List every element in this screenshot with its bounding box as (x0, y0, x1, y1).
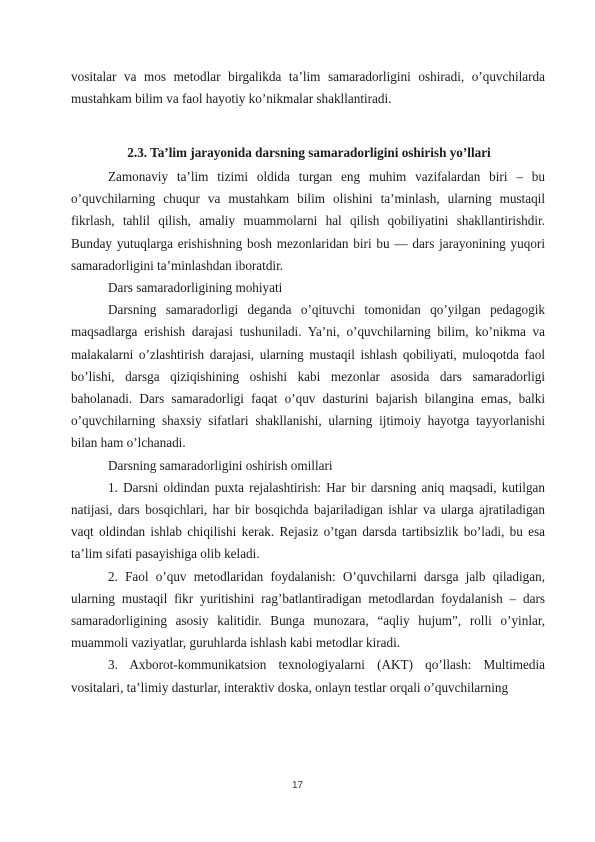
subheading-mohiyati: Dars samaradorligining mohiyati (108, 280, 283, 296)
intro-block (71, 66, 545, 110)
section-heading: 2.3. Ta’lim jarayonida darsning samaradorligini oshirish yo’llari (127, 145, 491, 160)
body-block (71, 166, 545, 699)
list-item-1: 1. Darsni oldindan puxta rejalashtirish: Har bir darsning aniq maqsadi, kutilgan natijasi, dars bosqichlari, har bir bosqichda bajariladigan ishlar va ularga ajratiladigan vaqt oldindan ishlab chiqilishi kerak. Rejasiz o’tgan darsda tartibsizlik bo’ladi, bu esa ta’lim sifati pasayishiga olib keladi. (71, 479, 545, 562)
paragraph-mohiyati: Darsning samaradorligi deganda o’qituvchi tomonidan qo’yilgan pedagogik maqsadlarga erishish darajasi tushuniladi. Ya’ni, o’quvchilarning bilim, ko’nikma va malakalarni o’zlashtirish darajasi, ularning mustaqil ishlash qobiliyati, muloqotda faol bo’lishi, darsga qiziqishining oshishi kabi mezonlar asosida dars samaradorligi baholanadi. Dars samaradorligi faqat o’quv dasturini bajarish bilangina emas, balki o’quvchilarning shaxsiy sifatlari shakllanishi, ularning ijtimoiy hayotga tayyorlanishi bilan ham o’lchanadi. (71, 302, 545, 451)
list-item-3: 3. Axborot-kommunikatsion texnologiyalarni (AKT) qo’llash: Multimedia vositalari, ta’limiy dasturlar, interaktiv doska, onlayn testlar orqali o’quvchilarning (71, 657, 545, 695)
intro-paragraph: vositalar va mos metodlar birgalikda ta’lim samaradorligini oshiradi, o’quvchilarda mustahkam bilim va faol hayotiy ko’nikmalar shakllantiradi. (71, 69, 545, 107)
subheading-omillari: Darsning samaradorligini oshirish omillari (108, 457, 333, 473)
paragraph-intro: Zamonaviy ta’lim tizimi oldida turgan eng muhim vazifalardan biri – bu o’quvchilarning chuqur va mustahkam bilim olishini ta’minlash, ularning mustaqil fikrlash, tahlil qilish, amaliy muammolarni hal qilish qobiliyatini shakllantirishdir. Bunday yutuqlarga erishishning bosh mezonlaridan biri bu — dars jarayonining yuqori samaradorligini ta’minlashdan iboratdir. (71, 169, 545, 273)
page-number: 17 (291, 780, 304, 791)
list-item-2: 2. Faol o’quv metodlaridan foydalanish: O’quvchilarni darsga jalb qiladigan, ularning mustaqil fikr yuritishini rag’batlantiradigan metodlardan foydalanish – dars samaradorligining asosiy kalitidir. Bunga munozara, “aqliy hujum”, rolli o’yinlar, muammoli vaziyatlar, guruhlarda ishlash kabi metodlar kiradi. (71, 568, 545, 651)
